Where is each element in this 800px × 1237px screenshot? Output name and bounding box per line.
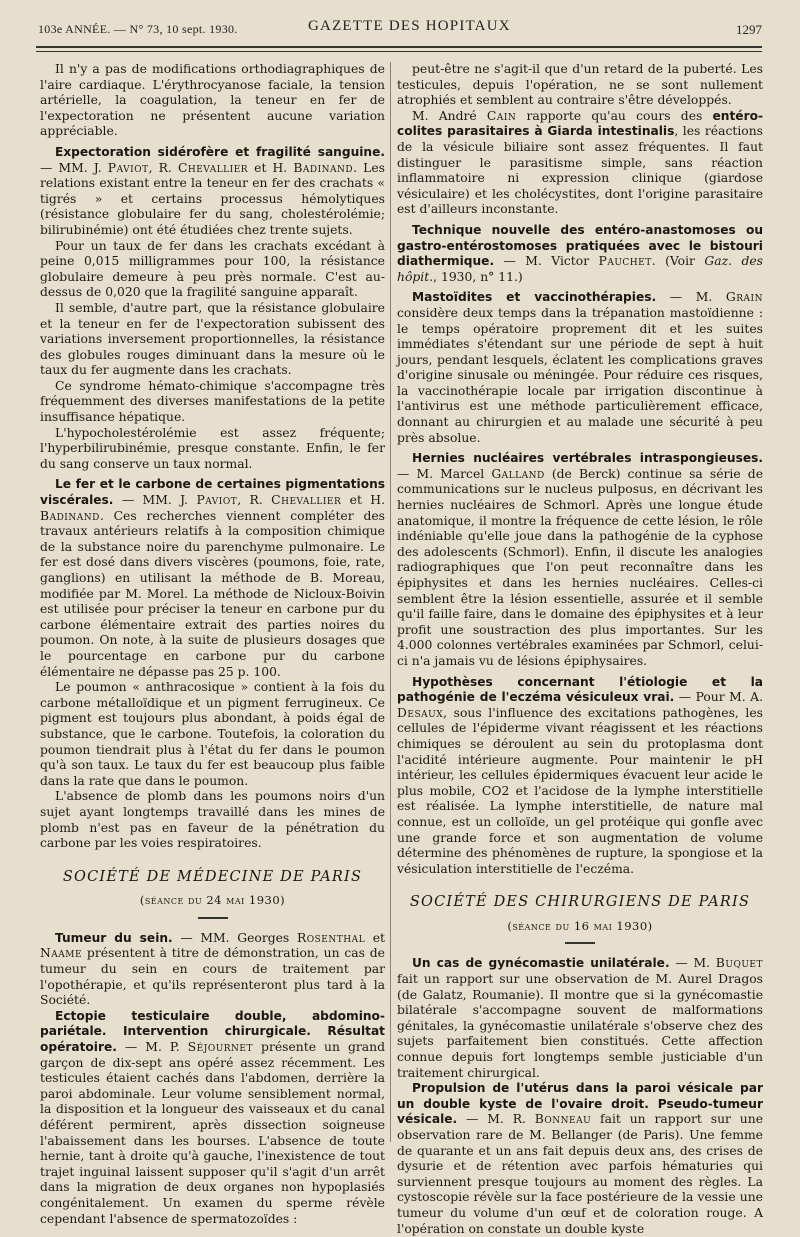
author-name: Naame [40,946,83,961]
page-number: 1297 [736,22,762,37]
paragraph: Pour un taux de fer dans les crachats excédant à peine 0,015 milligrammes pour 100, la résistance globulaire demeure à peu près normale. C'est au-dessus de 0,020 que la fragilité sanguine apparaît. [40,238,385,300]
author-name: Séjournet [187,1040,254,1055]
article-title: Technique nouvelle des entéro-anastomoses ou gastro-entérostomoses pratiquées avec le bistouri diathermique. [397,222,763,269]
article-eczema: Hypothèses concernant l'étiologie et la pathogénie de l'eczéma vésiculeux vrai. — Pour M. A. Desaux, sous l'influence des excitations pathogènes, les cellules de l'épiderme vivant réagissent et les réactions chimiques se déroulent au sein du protoplasma dont l'acidité intérieure augmente. Pour maintenir le pH intérieur, les cellules épidermiques évacuent leur acide le plus mobile, CO2 et l'acidose de la lymphe interstitielle est réalisée. La lymphe interstitielle, de nature mal connue, est un colloïde, un gel protéique qui gonfle avec une grande force et son augmentation de volume détermine des phénomènes de rupture, la spongiose et la vésiculation interstitielle de l'eczéma. [397,674,763,876]
article-title: Mastoïdites et vaccinothérapies. [412,290,657,305]
article-ectopie: Ectopie testiculaire double, abdomino-pariétale. Intervention chirurgicale. Résultat opératoire. — M. P. Séjournet présente un grand garçon de dix-sept ans opéré assez récemment. Les testicules étaient cachés dans l'abdomen, derrière la paroi abdominale. Leur volume sensiblement normal, la disposition et la longueur des vaisseaux et du canal déférent permirent, après dissection soigneuse l'abaissement dans les bourses. L'absence de toute hernie, tant à droite qu'à gauche, l'inexistence de tout trajet inguinal laissent supposer qu'il s'agit d'un arrêt dans la migration de deux organes non hypoplasiés congénitalement. Un examen du sperme révèle cependant l'absence de spermatozoïdes : [40,1008,386,1226]
article-tumeur-sein: Tumeur du sein. — MM. Georges Rosenthal et Naame présentent à titre de démonstration, un cas de tumeur du sein en cours de traitement par l'opothérapie, et qu'ils représenteront plus tard à la Société. [40,930,385,1008]
paragraph: peut-être ne s'agit-il que d'un retard de la puberté. Les testicules, depuis l'opération, ne se sont nullement atrophiés et semblent au contraire s'être développés. [397,62,763,108]
issue-info: 103e ANNÉE. — N° 73, 10 sept. 1930. [38,22,238,36]
page-header [38,18,762,40]
short-rule [198,917,228,919]
article-title: Hernies nucléaires vertébrales intraspongieuses. [412,451,763,466]
article-title: Propulsion de l'utérus dans la paroi vésicale par un double kyste de l'ovaire droit. Pseudo-tumeur vésicale. [397,1081,763,1127]
author-name: Chevallier [177,160,249,175]
author-name: Pauchet [598,254,652,269]
article-title: entéro-colites parasitaires à Giarda intestinalis [397,108,764,139]
paragraph: L'absence de plomb dans les poumons noirs d'un sujet ayant longtemps travaillé dans les mines de plomb n'est pas en faveur de la pénétration du carbone par les voies respiratoires. [40,789,385,851]
paragraph: Le poumon « anthracosique » contient à la fois du carbone métalloïdique et un pigment ferrugineux. Ce pigment est toujours plus abondant, à poids égal de substance, que le carbone. Toutefois, la coloration du poumon tiendrait plus à l'état du fer dans le poumon qu'à son taux. Le taux du fer est beaucoup plus faible dans la rate que dans le poumon. [40,680,385,788]
header-rule [36,46,762,48]
session-date: (séance du 16 mai 1930) [507,918,653,933]
author-name: Buquet [715,956,763,971]
journal-title: GAZETTE DES HOPITAUX [308,18,511,34]
author-name: Bonneau [534,1112,592,1127]
author-name: Badinand [40,508,100,523]
article-hernies: Hernies nucléaires vertébrales intraspongieuses. — M. Marcel Galland (de Berck) continue sa série de communications sur le nucleus pulposus, en décrivant les hernies nucléaires de Schmorl. Après une longue étude anatomique, il montre la fréquence de cette lésion, le rôle indéniable qu'elle joue dans la pathogénie de la cyphose des adolescents (Schmorl). Enfin, il discute les analogies radiographiques que l'on peut reconnaître dans les épiphysites et dans les hernies nucléaires. Celles-ci semblent être la lésion essentielle, assurée et il semble qu'il faille faire, dans le domaine des épiphysites et à leur profit une soustraction des plus importantes. Sur les 4.000 colonnes vertébrales examinées par Schmorl, celui-ci n'a jamais vu de lésions épiphysaires. [397,451,763,668]
article-fer-carbone: Le fer et le carbone de certaines pigmentations viscérales. — MM. J. Paviot, R. Chevallier et H. Badinand. Ces recherches viennent compléter des travaux antérieurs relatifs à la composition chimique de la substance noire du parenchyme pulmonaire. Le fer est dosé dans divers viscères (poumons, foie, rate, ganglions) en utilisant la méthode de B. Moreau, modifiée par M. Morel. La méthode de Nicloux-Boivin est utilisée pour préciser la teneur en carbone pur du carbone élémentaire extrait des parties noires du poumon. On note, à la suite de plusieurs dosages que le pourcentage en carbone pur du carbone élémentaire ne dépasse pas 25 p. 100. [40,477,385,679]
author-name: Galland [491,466,545,481]
article-title: Un cas de gynécomastie unilatérale. [412,956,670,971]
society-heading: SOCIÉTÉ DE MÉDECINE DE PARIS [62,868,363,885]
article-mastoidites: Mastoïdites et vaccinothérapies. — M. Grain considère deux temps dans la trépanation mastoïdienne : le temps opératoire proprement dit et les suites immédiates s'étendant sur une période de sept à huit jours, pendant lesquels, éclatent les complications graves d'origine sinusale ou méningée. Pour réduire ces risques, la vaccinothérapie locale par irrigation discontinue à l'antivirus est une méthode particulièrement efficace, donnant au chirurgien et au malade une sécurité à peu près absolue. [397,290,763,445]
author-name: Badinand [293,160,354,175]
article-entero-anastomoses: Technique nouvelle des entéro-anastomoses ou gastro-entérostomoses pratiquées avec le bistouri diathermique. — M. Victor Pauchet. (Voir Gaz. des hôpit., 1930, n° 11.) [397,222,764,284]
author-name: Cain [486,108,517,123]
article-title: Tumeur du sein. [55,930,173,945]
author-name: Rosenthal [296,930,366,945]
paragraph: Il n'y a pas de modifications orthodiagraphiques de l'aire cardiaque. L'érythrocyanose faciale, la tension artérielle, la coagulation, la teneur en fer de l'expectoration ne présentent aucune variation appréciable. [40,62,385,139]
author-name: Chevallier [271,493,342,508]
header-rule-thin [36,51,762,52]
article-title: Expectoration sidérofère et fragilité sanguine. [55,144,385,159]
article-title: Hypothèses concernant l'étiologie et la pathogénie de l'eczéma vésiculeux vrai. [397,674,763,705]
journal-reference: Gaz. des hôpit. [397,254,764,284]
column-divider [390,62,391,1142]
author-name: Desaux [397,705,444,720]
author-name: Grain [725,290,763,305]
article-gynecomastie: Un cas de gynécomastie unilatérale. — M. Buquet fait un rapport sur une observation de M. Aurel Dragos (de Galatz, Roumanie). Il montre que si la gynécomastie bilatérale s'accompagne souvent de malformations génitales, la gynécomastie unilatérale s'observe chez des sujets parfaitement bien constitués. Cette affection connue depuis fort longtemps semble justiciable d'un traitement chirurgical. [397,956,763,1080]
left-column [40,62,385,1227]
paragraph: Il semble, d'autre part, que la résistance globulaire et la teneur en fer de l'expectoration subissent des variations inversement proportionnelles, la résistance des globules rouges diminuant dans la mesure où le taux du fer augmente dans les crachats. [40,300,385,378]
society-heading: SOCIÉTÉ DES CHIRURGIENS DE PARIS [409,894,751,911]
article-title: Ectopie testiculaire double, abdomino-pariétale. Intervention chirurgicale. Résultat opératoire. [40,1008,385,1055]
article-expectoration: Expectoration sidérofère et fragilité sanguine. — MM. J. Paviot, R. Chevallier et H. Badinand. Les relations existant entre la teneur en fer des crachats « tigrés » et certains processus hémolytiques (résistance globulaire fer du sang, cholestérolémie; bilirubinémie) ont été étudiées chez trente sujets. [40,144,386,237]
article-propulsion-uterus: Propulsion de l'utérus dans la paroi vésicale par un double kyste de l'ovaire droit. Pseudo-tumeur vésicale. — M. R. Bonneau fait un rapport sur une observation rare de M. Bellanger (de Paris). Une femme de quarante et un ans fait depuis deux ans, des crises de dysurie et de rétention avec parfois hématuries qui surviennent presque toujours au moment des règles. La cystoscopie révèle sur la face postérieure de la vessie une tumeur du volume d'un œuf et de coloration rouge. A l'opération on constate un double kyste [397,1081,763,1236]
article-title: Le fer et le carbone de certaines pigmentations viscérales. [40,477,385,508]
paragraph: Ce syndrome hémato-chimique s'accompagne très fréquemment des diverses manifestations de la petite insuffisance hépatique. [40,378,385,425]
right-column [397,62,763,1237]
author-name: Paviot [107,160,149,175]
short-rule [565,942,595,944]
author-name: Paviot [196,493,238,508]
article-entero-colites: M. André Cain rapporte qu'au cours des entéro-colites parasitaires à Giarda intestinalis, les réactions de la vésicule biliaire sont assez fréquentes. Il faut distinguer le parasitisme simple, sans réaction inflammatoire ni expression clinique (giardose vésiculaire) et les cholécystites, dont l'origine parasitaire est d'ailleurs inconstante. [397,108,764,217]
paragraph: L'hypocholestérolémie est assez fréquente; l'hyperbilirubinémie, presque constante. Enfin, le fer du sang conserve un taux normal. [40,425,385,471]
session-date: (séance du 24 mai 1930) [139,893,286,908]
